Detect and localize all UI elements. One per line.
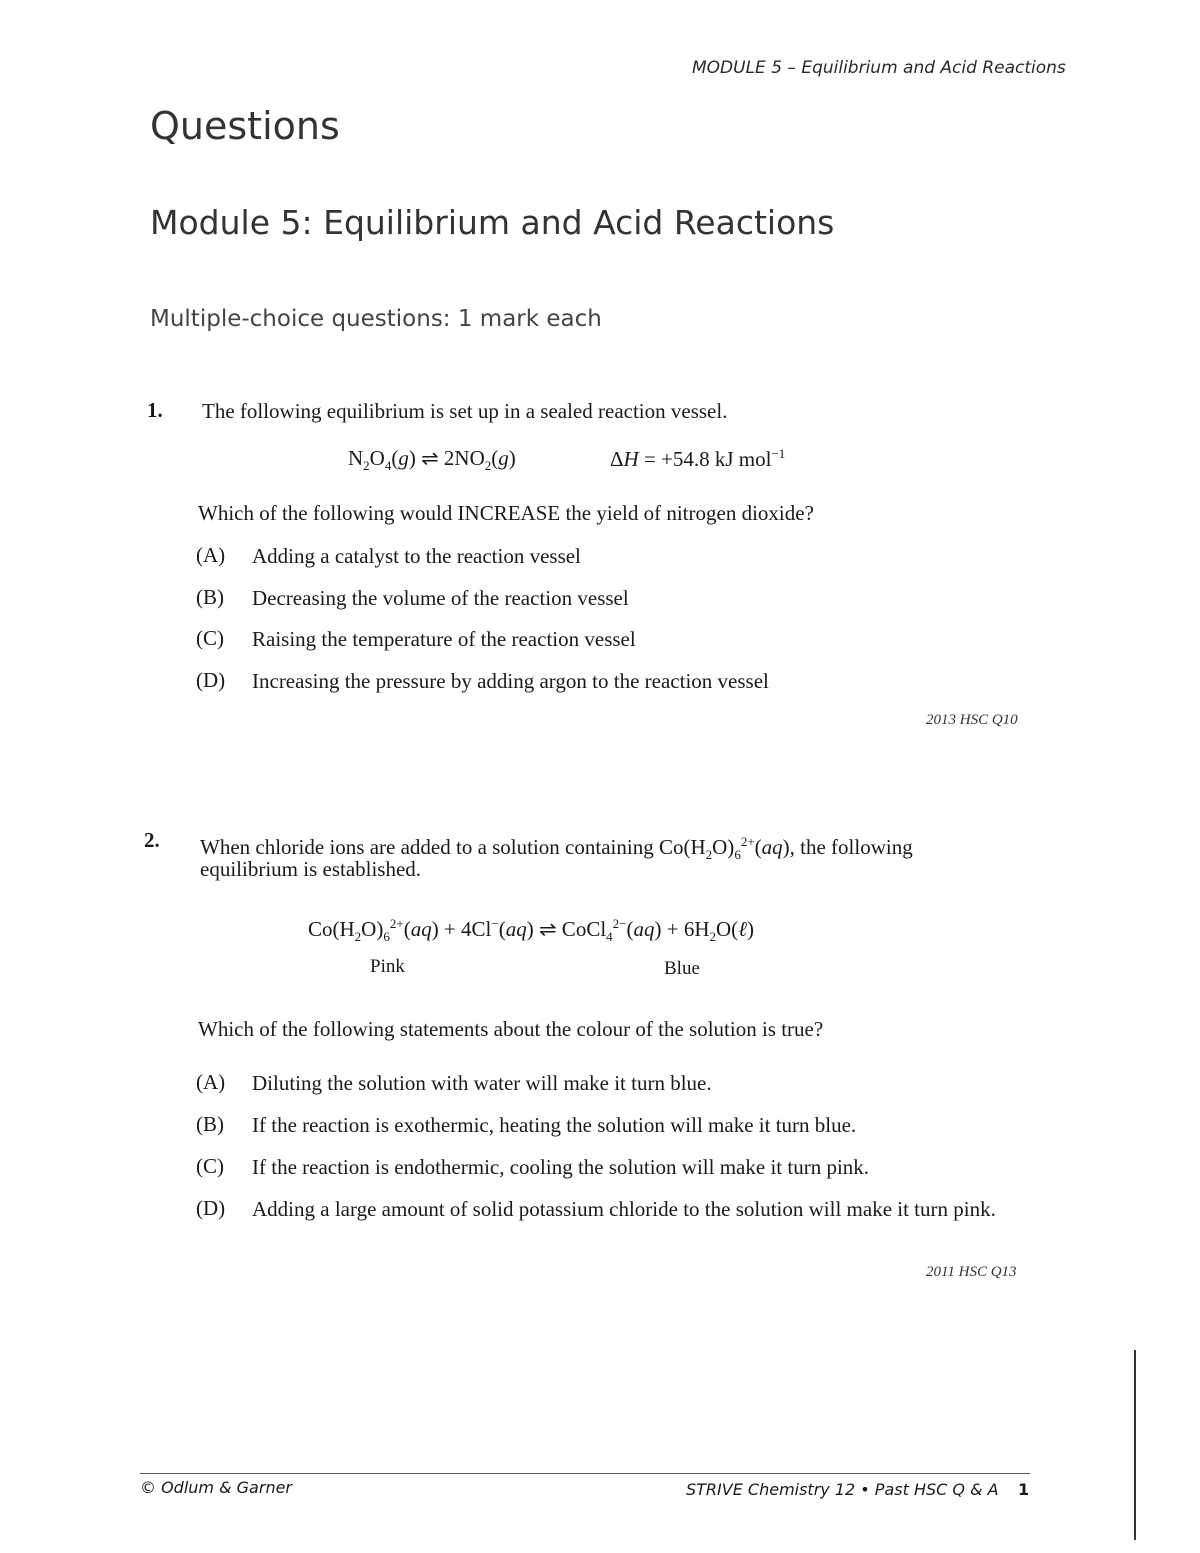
option-letter: (A) — [196, 1070, 226, 1094]
option-text: If the reaction is exothermic, heating the solution will make it turn blue. — [252, 1113, 857, 1137]
question-stem-line2: equilibrium is established. — [200, 857, 422, 881]
footer-divider — [140, 1473, 1030, 1474]
option-letter: (D) — [196, 668, 226, 692]
option-text: If the reaction is endothermic, cooling the solution will make it turn pink. — [252, 1155, 870, 1179]
question-prompt: Which of the following statements about the colour of the solution is true? — [198, 1017, 824, 1041]
question-stem: When chloride ions are added to a solution containing $Co(H_2O)_6^{2+}(aq)$, the following — [200, 834, 913, 863]
option-text: Adding a catalyst to the reaction vessel — [252, 544, 581, 568]
equilibrium-equation: $Co(H_2O)_6^{2+}(aq) + 4Cl^-(aq)$ ⇌ CoCl$_4^{2-}$(aq) + $6H_2O(\ell)$ — [308, 916, 754, 945]
stem-text: When chloride ions are added to a solution containing — [200, 835, 654, 859]
page-number: 1 — [1018, 1480, 1030, 1499]
running-head: MODULE 5 – Equilibrium and Acid Reactions — [692, 58, 1066, 78]
option-text: Adding a large amount of solid potassium chloride to the solution will make it turn pink. — [252, 1197, 996, 1221]
module-title: Module 5: Equilibrium and Acid Reactions — [150, 203, 835, 242]
question-source: 2013 HSC Q10 — [926, 712, 1018, 728]
option-letter: (C) — [196, 626, 224, 650]
question-stem: The following equilibrium is set up in a sealed reaction vessel. — [202, 399, 728, 423]
footer-copyright: © Odlum & Garner — [140, 1478, 292, 1497]
scan-edge-line — [1134, 1350, 1136, 1540]
option-letter: (A) — [196, 543, 226, 567]
option-text: Diluting the solution with water will make it turn blue. — [252, 1071, 712, 1095]
question-prompt: Which of the following would INCREASE the yield of nitrogen dioxide? — [198, 501, 814, 525]
option-letter: (D) — [196, 1196, 226, 1220]
enthalpy-value: ΔH = +54.8 kJ mol$^{-1}$ — [610, 446, 786, 471]
option-letter: (C) — [196, 1154, 224, 1178]
option-text: Decreasing the volume of the reaction vessel — [252, 586, 629, 610]
colour-label-blue: Blue — [664, 958, 700, 979]
page-title: Questions — [150, 104, 340, 148]
colour-label-pink: Pink — [370, 956, 405, 977]
question-source: 2011 HSC Q13 — [926, 1264, 1017, 1280]
question-number: 2. — [144, 828, 160, 852]
stem-text-end: , the following — [789, 835, 913, 859]
option-letter: (B) — [196, 585, 224, 609]
question-number: 1. — [147, 398, 163, 422]
option-text: Raising the temperature of the reaction vessel — [252, 627, 636, 651]
option-text: Increasing the pressure by adding argon to the reaction vessel — [252, 669, 769, 693]
option-letter: (B) — [196, 1112, 224, 1136]
section-title: Multiple-choice questions: 1 mark each — [150, 306, 602, 332]
equilibrium-equation: $N_2O_4(g)$ ⇌ $2NO_2(g)$ — [348, 446, 516, 474]
footer-book-title: STRIVE Chemistry 12 • Past HSC Q & A — [686, 1480, 999, 1499]
